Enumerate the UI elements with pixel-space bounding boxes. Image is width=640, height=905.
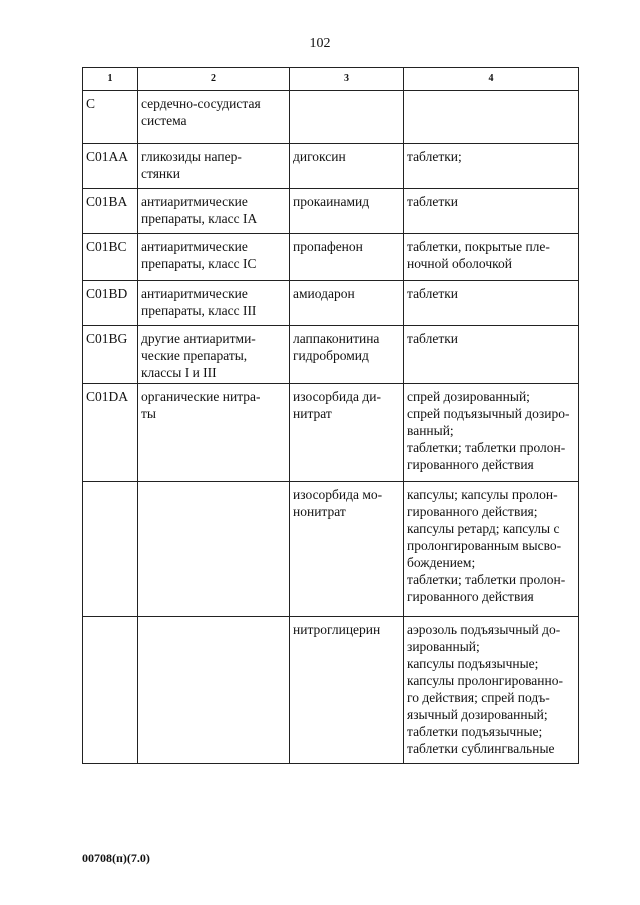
anatomical-group-cell	[138, 234, 290, 281]
cell-text-line: изосорбида мо-	[293, 487, 383, 502]
atc-code-cell	[83, 617, 138, 764]
table-row	[83, 91, 579, 144]
cell-text-line: таблетки	[407, 286, 459, 301]
dosage-forms-cell	[404, 281, 579, 326]
cell-text-line: препараты, класс III	[141, 303, 257, 318]
anatomical-group-cell	[138, 482, 290, 617]
cell-text-line: капсулы подъязычные;	[407, 656, 539, 671]
atc-code-cell: C01BD	[83, 281, 138, 326]
cell-text-line: капсулы ретард; капсулы с	[407, 521, 560, 536]
cell-text-line: гидробромид	[293, 348, 369, 363]
drug-table	[82, 67, 579, 764]
cell-text-line: капсулы пролонгированно-	[407, 673, 563, 688]
footer-document-code: 00708(п)(7.0)	[82, 851, 150, 865]
drug-name-cell	[290, 617, 404, 764]
cell-text-line: нонитрат	[293, 504, 346, 519]
dosage-forms-cell	[404, 482, 579, 617]
cell-text-line: язычный дозированный;	[407, 707, 548, 722]
drug-name-cell	[290, 482, 404, 617]
cell-text-line: пролонгированным высво-	[407, 538, 562, 553]
drug-name-cell	[290, 384, 404, 482]
cell-text-line: таблетки; таблетки пролон-	[407, 572, 566, 587]
cell-text-line: таблетки	[407, 194, 459, 209]
cell-text-line: классы I и III	[141, 365, 217, 380]
cell-text-line: ты	[141, 406, 156, 421]
atc-code-cell: C01BC	[83, 234, 138, 281]
anatomical-group-cell	[138, 91, 290, 144]
cell-text-line: ванный;	[407, 423, 454, 438]
atc-code-cell: C01AA	[83, 144, 138, 189]
cell-text-line: лаппаконитина	[293, 331, 380, 346]
cell-text-line: амиодарон	[293, 286, 355, 301]
dosage-forms-cell	[404, 91, 579, 144]
table-row	[83, 617, 579, 764]
atc-code-cell: C01BA	[83, 189, 138, 234]
cell-text-line: гированного действия;	[407, 504, 538, 519]
dosage-forms-cell	[404, 326, 579, 384]
cell-text-line: таблетки; таблетки пролон-	[407, 440, 566, 455]
cell-text-line: бождением;	[407, 555, 476, 570]
cell-text-line: капсулы; капсулы пролон-	[407, 487, 558, 502]
cell-text-line: другие антиаритми-	[141, 331, 256, 346]
cell-text-line: препараты, класс IC	[141, 256, 257, 271]
cell-text-line: антиаритмические	[141, 194, 248, 209]
cell-text-line: стянки	[141, 166, 180, 181]
cell-text-line: органические нитра-	[141, 389, 261, 404]
cell-text-line: сердечно-сосудистая	[141, 96, 261, 111]
cell-text-line: зированный;	[407, 639, 480, 654]
cell-text-line: таблетки	[407, 331, 459, 346]
anatomical-group-cell	[138, 281, 290, 326]
cell-text-line: система	[141, 113, 187, 128]
cell-text-line: аэрозоль подъязычный до-	[407, 622, 561, 637]
cell-text-line: гликозиды напер-	[141, 149, 242, 164]
dosage-forms-cell	[404, 234, 579, 281]
column-header-4: 4	[404, 68, 579, 91]
atc-code-cell	[83, 482, 138, 617]
cell-text-line: дигоксин	[293, 149, 346, 164]
drug-name-cell	[290, 326, 404, 384]
dosage-forms-cell	[404, 144, 579, 189]
drug-name-cell	[290, 91, 404, 144]
cell-text-line: препараты, класс IA	[141, 211, 258, 226]
cell-text-line: таблетки сублингвальные	[407, 741, 555, 756]
cell-text-line: прокаинамид	[293, 194, 370, 209]
column-header-3: 3	[290, 68, 404, 91]
cell-text-line: изосорбида ди-	[293, 389, 381, 404]
anatomical-group-cell	[138, 144, 290, 189]
dosage-forms-cell	[404, 189, 579, 234]
anatomical-group-cell	[138, 326, 290, 384]
drug-name-cell	[290, 234, 404, 281]
anatomical-group-cell	[138, 189, 290, 234]
cell-text-line: гированного действия	[407, 457, 534, 472]
cell-text-line: нитрат	[293, 406, 332, 421]
cell-text-line: ночной оболочкой	[407, 256, 512, 271]
cell-text-line: таблетки подъязычные;	[407, 724, 543, 739]
table-row	[83, 482, 579, 617]
cell-text-line: ческие препараты,	[141, 348, 248, 363]
drug-name-cell	[290, 189, 404, 234]
atc-code-cell: C	[83, 91, 138, 144]
dosage-forms-cell	[404, 617, 579, 764]
column-header-2: 2	[138, 68, 290, 91]
table-body	[83, 91, 579, 764]
cell-text-line: спрей подъязычный дозиро-	[407, 406, 570, 421]
cell-text-line: таблетки;	[407, 149, 462, 164]
cell-text-line: нитроглицерин	[293, 622, 381, 637]
column-header-1: 1	[83, 68, 138, 91]
table-row	[83, 144, 579, 189]
cell-text-line: спрей дозированный;	[407, 389, 530, 404]
anatomical-group-cell	[138, 384, 290, 482]
cell-text-line: антиаритмические	[141, 239, 248, 254]
cell-text-line: пропафенон	[293, 239, 363, 254]
drug-name-cell	[290, 144, 404, 189]
table-header-row	[83, 68, 579, 91]
cell-text-line: го действия; спрей подъ-	[407, 690, 550, 705]
drug-name-cell	[290, 281, 404, 326]
atc-code-cell: C01BG	[83, 326, 138, 384]
cell-text-line: таблетки, покрытые пле-	[407, 239, 550, 254]
table-row	[83, 234, 579, 281]
table-row	[83, 326, 579, 384]
dosage-forms-cell	[404, 384, 579, 482]
anatomical-group-cell	[138, 617, 290, 764]
table-row	[83, 189, 579, 234]
atc-code-cell: C01DA	[83, 384, 138, 482]
cell-text-line: гированного действия	[407, 589, 534, 604]
cell-text-line: антиаритмические	[141, 286, 248, 301]
table-row	[83, 281, 579, 326]
table-row	[83, 384, 579, 482]
page-number: 102	[309, 36, 331, 51]
